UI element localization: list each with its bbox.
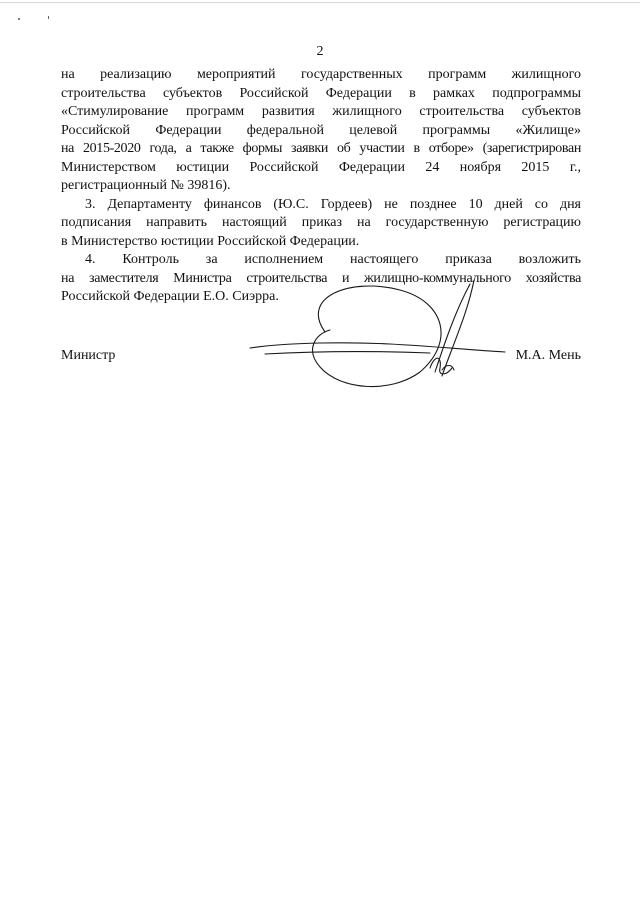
body-line: на реализацию мероприятий государственных программ жилищного [61, 67, 581, 82]
body-line: Российской Федерации федеральной целевой программы «Жилище» [61, 122, 581, 138]
signature-stroke [442, 280, 474, 376]
signer-title: Министр [61, 348, 116, 363]
scan-edge-line [0, 2, 640, 3]
signature-stroke [250, 343, 505, 352]
body-line: на заместителя Министра строительства и жилищно-коммунального хозяйства [61, 270, 581, 286]
body-line: 4. Контроль за исполнением настоящего приказа возложить [85, 252, 581, 267]
scan-speck [18, 18, 20, 20]
body-line: регистрационный № 39816). [61, 178, 231, 193]
signature-stroke [313, 286, 441, 387]
signature-stroke [430, 358, 452, 374]
signer-name: М.А. Мень [515, 348, 581, 363]
document-body [61, 66, 581, 307]
body-line: 3. Департаменту финансов (Ю.С. Гордеев) не позднее 10 дней со дня [85, 196, 581, 212]
body-line: Министерством юстиции Российской Федерации 24 ноября 2015 г., [61, 159, 581, 175]
body-line: Российской Федерации Е.О. Сиэрра. [61, 289, 279, 304]
page-number: 2 [316, 44, 324, 59]
scan-speck [48, 16, 49, 19]
body-line: строительства субъектов Российской Федерации в рамках подпрограммы [61, 85, 581, 101]
body-line: подписания направить настоящий приказ на государственную регистрацию [61, 215, 581, 230]
body-line: на 2015-2020 года, а также формы заявки об участии в отборе» (зарегистрирован [61, 141, 581, 156]
handwritten-signature [230, 272, 520, 402]
body-line: в Министерство юстиции Российской Федерации. [61, 233, 360, 249]
body-line: «Стимулирование программ развития жилищного строительства субъектов [61, 104, 581, 119]
signature-stroke [265, 352, 430, 354]
